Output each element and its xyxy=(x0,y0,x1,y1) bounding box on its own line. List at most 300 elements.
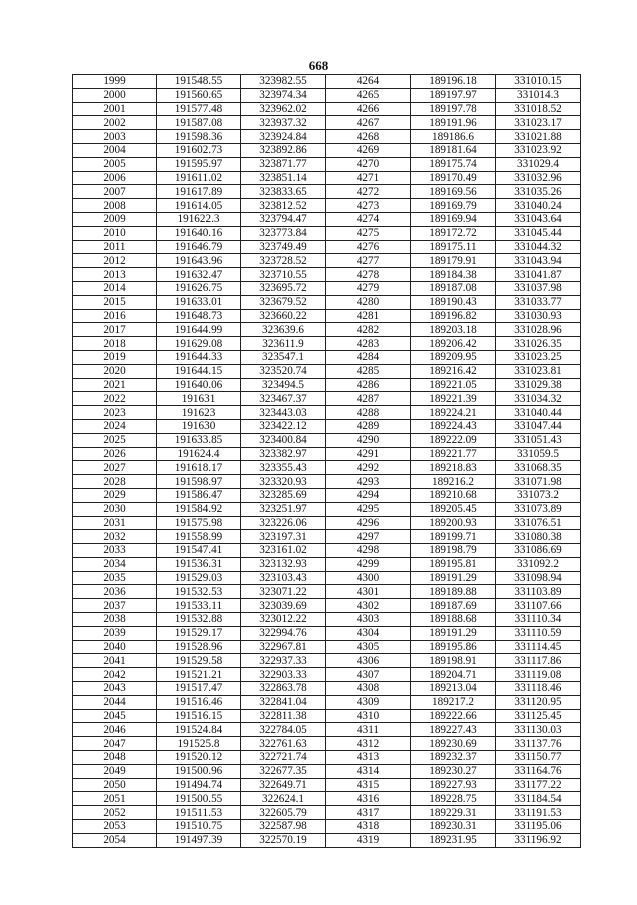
point-id-a-cell: 2043 xyxy=(73,682,157,696)
point-id-a-cell: 2015 xyxy=(73,295,157,309)
x-coordinate-b-cell: 189231.95 xyxy=(411,833,496,847)
y-coordinate-b-cell: 331045.44 xyxy=(496,226,581,240)
table-row xyxy=(73,640,581,654)
y-coordinate-b-cell: 331023.81 xyxy=(496,364,581,378)
point-id-a-cell: 2029 xyxy=(73,488,157,502)
y-coordinate-a-cell: 323728.52 xyxy=(241,254,326,268)
y-coordinate-b-cell: 331035.26 xyxy=(496,185,581,199)
x-coordinate-a-cell: 191598.97 xyxy=(157,475,241,489)
x-coordinate-b-cell: 189169.79 xyxy=(411,199,496,213)
table-row xyxy=(73,626,581,640)
point-id-b-cell: 4283 xyxy=(326,337,411,351)
y-coordinate-a-cell: 322649.71 xyxy=(241,778,326,792)
x-coordinate-a-cell: 191644.33 xyxy=(157,350,241,364)
y-coordinate-a-cell: 323660.22 xyxy=(241,309,326,323)
point-id-b-cell: 4307 xyxy=(326,668,411,682)
x-coordinate-a-cell: 191532.88 xyxy=(157,613,241,627)
table-row xyxy=(73,157,581,171)
point-id-b-cell: 4291 xyxy=(326,447,411,461)
point-id-a-cell: 2050 xyxy=(73,778,157,792)
x-coordinate-b-cell: 189175.74 xyxy=(411,157,496,171)
point-id-a-cell: 2053 xyxy=(73,820,157,834)
y-coordinate-b-cell: 331150.77 xyxy=(496,751,581,765)
point-id-a-cell: 2040 xyxy=(73,640,157,654)
y-coordinate-a-cell: 323679.52 xyxy=(241,295,326,309)
coordinates-table xyxy=(72,74,581,848)
y-coordinate-a-cell: 323812.52 xyxy=(241,199,326,213)
x-coordinate-b-cell: 189191.29 xyxy=(411,571,496,585)
point-id-b-cell: 4299 xyxy=(326,557,411,571)
x-coordinate-b-cell: 189189.88 xyxy=(411,585,496,599)
y-coordinate-b-cell: 331071.98 xyxy=(496,475,581,489)
y-coordinate-b-cell: 331040.44 xyxy=(496,406,581,420)
y-coordinate-a-cell: 323285.69 xyxy=(241,488,326,502)
y-coordinate-a-cell: 323103.43 xyxy=(241,571,326,585)
x-coordinate-b-cell: 189195.81 xyxy=(411,557,496,571)
y-coordinate-a-cell: 323161.02 xyxy=(241,544,326,558)
x-coordinate-a-cell: 191511.53 xyxy=(157,806,241,820)
y-coordinate-b-cell: 331120.95 xyxy=(496,695,581,709)
table-row xyxy=(73,102,581,116)
y-coordinate-a-cell: 322937.33 xyxy=(241,654,326,668)
y-coordinate-a-cell: 322967.81 xyxy=(241,640,326,654)
y-coordinate-b-cell: 331028.96 xyxy=(496,323,581,337)
table-row xyxy=(73,364,581,378)
point-id-a-cell: 2025 xyxy=(73,433,157,447)
point-id-a-cell: 2036 xyxy=(73,585,157,599)
table-row xyxy=(73,516,581,530)
y-coordinate-a-cell: 323132.93 xyxy=(241,557,326,571)
x-coordinate-b-cell: 189200.93 xyxy=(411,516,496,530)
point-id-b-cell: 4267 xyxy=(326,116,411,130)
point-id-b-cell: 4276 xyxy=(326,240,411,254)
y-coordinate-a-cell: 323794.47 xyxy=(241,212,326,226)
y-coordinate-b-cell: 331043.64 xyxy=(496,212,581,226)
table-row xyxy=(73,350,581,364)
y-coordinate-b-cell: 331041.87 xyxy=(496,268,581,282)
x-coordinate-b-cell: 189191.29 xyxy=(411,626,496,640)
y-coordinate-b-cell: 331037.98 xyxy=(496,281,581,295)
x-coordinate-a-cell: 191598.36 xyxy=(157,130,241,144)
y-coordinate-a-cell: 323982.55 xyxy=(241,75,326,89)
x-coordinate-a-cell: 191640.06 xyxy=(157,378,241,392)
x-coordinate-b-cell: 189216.2 xyxy=(411,475,496,489)
point-id-a-cell: 2028 xyxy=(73,475,157,489)
table-row xyxy=(73,709,581,723)
y-coordinate-a-cell: 322605.79 xyxy=(241,806,326,820)
x-coordinate-b-cell: 189196.82 xyxy=(411,309,496,323)
y-coordinate-b-cell: 331043.94 xyxy=(496,254,581,268)
table-row xyxy=(73,88,581,102)
point-id-b-cell: 4270 xyxy=(326,157,411,171)
point-id-a-cell: 2044 xyxy=(73,695,157,709)
point-id-b-cell: 4266 xyxy=(326,102,411,116)
table-row xyxy=(73,820,581,834)
table-row xyxy=(73,212,581,226)
y-coordinate-b-cell: 331021.88 xyxy=(496,130,581,144)
x-coordinate-b-cell: 189191.96 xyxy=(411,116,496,130)
point-id-b-cell: 4277 xyxy=(326,254,411,268)
y-coordinate-b-cell: 331117.86 xyxy=(496,654,581,668)
x-coordinate-a-cell: 191648.73 xyxy=(157,309,241,323)
point-id-a-cell: 2034 xyxy=(73,557,157,571)
y-coordinate-b-cell: 331130.03 xyxy=(496,723,581,737)
y-coordinate-a-cell: 323251.97 xyxy=(241,502,326,516)
point-id-b-cell: 4311 xyxy=(326,723,411,737)
y-coordinate-a-cell: 323937.32 xyxy=(241,116,326,130)
point-id-a-cell: 2045 xyxy=(73,709,157,723)
table-row xyxy=(73,447,581,461)
x-coordinate-a-cell: 191525.8 xyxy=(157,737,241,751)
point-id-a-cell: 2007 xyxy=(73,185,157,199)
point-id-b-cell: 4303 xyxy=(326,613,411,627)
point-id-a-cell: 2048 xyxy=(73,751,157,765)
x-coordinate-b-cell: 189224.43 xyxy=(411,419,496,433)
table-row xyxy=(73,461,581,475)
point-id-b-cell: 4295 xyxy=(326,502,411,516)
table-row xyxy=(73,488,581,502)
x-coordinate-b-cell: 189216.42 xyxy=(411,364,496,378)
y-coordinate-a-cell: 323467.37 xyxy=(241,392,326,406)
point-id-b-cell: 4319 xyxy=(326,833,411,847)
point-id-b-cell: 4282 xyxy=(326,323,411,337)
point-id-b-cell: 4318 xyxy=(326,820,411,834)
table-row xyxy=(73,557,581,571)
y-coordinate-a-cell: 322721.74 xyxy=(241,751,326,765)
point-id-a-cell: 2001 xyxy=(73,102,157,116)
y-coordinate-a-cell: 322994.76 xyxy=(241,626,326,640)
x-coordinate-b-cell: 189221.39 xyxy=(411,392,496,406)
y-coordinate-b-cell: 331029.4 xyxy=(496,157,581,171)
x-coordinate-a-cell: 191646.79 xyxy=(157,240,241,254)
point-id-a-cell: 2031 xyxy=(73,516,157,530)
y-coordinate-b-cell: 331103.89 xyxy=(496,585,581,599)
y-coordinate-a-cell: 322811.38 xyxy=(241,709,326,723)
x-coordinate-a-cell: 191500.55 xyxy=(157,792,241,806)
table-row xyxy=(73,530,581,544)
y-coordinate-b-cell: 331191.53 xyxy=(496,806,581,820)
x-coordinate-b-cell: 189172.72 xyxy=(411,226,496,240)
y-coordinate-a-cell: 322587.98 xyxy=(241,820,326,834)
x-coordinate-b-cell: 189186.6 xyxy=(411,130,496,144)
x-coordinate-a-cell: 191547.41 xyxy=(157,544,241,558)
point-id-a-cell: 2046 xyxy=(73,723,157,737)
x-coordinate-b-cell: 189229.31 xyxy=(411,806,496,820)
y-coordinate-b-cell: 331010.15 xyxy=(496,75,581,89)
table-row xyxy=(73,281,581,295)
y-coordinate-a-cell: 322784.05 xyxy=(241,723,326,737)
table-row xyxy=(73,143,581,157)
point-id-a-cell: 2011 xyxy=(73,240,157,254)
x-coordinate-a-cell: 191632.47 xyxy=(157,268,241,282)
y-coordinate-b-cell: 331023.17 xyxy=(496,116,581,130)
x-coordinate-b-cell: 189198.91 xyxy=(411,654,496,668)
table-row xyxy=(73,599,581,613)
x-coordinate-b-cell: 189213.04 xyxy=(411,682,496,696)
y-coordinate-a-cell: 323871.77 xyxy=(241,157,326,171)
x-coordinate-a-cell: 191643.96 xyxy=(157,254,241,268)
table-row xyxy=(73,723,581,737)
point-id-b-cell: 4286 xyxy=(326,378,411,392)
table-row xyxy=(73,695,581,709)
y-coordinate-b-cell: 331034.32 xyxy=(496,392,581,406)
y-coordinate-a-cell: 322903.33 xyxy=(241,668,326,682)
point-id-a-cell: 2017 xyxy=(73,323,157,337)
point-id-b-cell: 4284 xyxy=(326,350,411,364)
table-row xyxy=(73,502,581,516)
x-coordinate-b-cell: 189197.97 xyxy=(411,88,496,102)
point-id-b-cell: 4300 xyxy=(326,571,411,585)
x-coordinate-b-cell: 189228.75 xyxy=(411,792,496,806)
x-coordinate-a-cell: 191633.85 xyxy=(157,433,241,447)
point-id-b-cell: 4275 xyxy=(326,226,411,240)
y-coordinate-a-cell: 323355.43 xyxy=(241,461,326,475)
y-coordinate-b-cell: 331068.35 xyxy=(496,461,581,475)
point-id-b-cell: 4288 xyxy=(326,406,411,420)
point-id-b-cell: 4265 xyxy=(326,88,411,102)
point-id-b-cell: 4313 xyxy=(326,751,411,765)
y-coordinate-b-cell: 331073.2 xyxy=(496,488,581,502)
point-id-b-cell: 4287 xyxy=(326,392,411,406)
y-coordinate-a-cell: 323749.49 xyxy=(241,240,326,254)
x-coordinate-a-cell: 191640.16 xyxy=(157,226,241,240)
x-coordinate-b-cell: 189170.49 xyxy=(411,171,496,185)
point-id-a-cell: 2041 xyxy=(73,654,157,668)
x-coordinate-a-cell: 191630 xyxy=(157,419,241,433)
y-coordinate-b-cell: 331184.54 xyxy=(496,792,581,806)
point-id-a-cell: 2024 xyxy=(73,419,157,433)
table-row xyxy=(73,116,581,130)
point-id-b-cell: 4290 xyxy=(326,433,411,447)
point-id-b-cell: 4317 xyxy=(326,806,411,820)
x-coordinate-a-cell: 191497.39 xyxy=(157,833,241,847)
x-coordinate-a-cell: 191631 xyxy=(157,392,241,406)
point-id-b-cell: 4292 xyxy=(326,461,411,475)
point-id-a-cell: 2047 xyxy=(73,737,157,751)
x-coordinate-a-cell: 191644.15 xyxy=(157,364,241,378)
y-coordinate-b-cell: 331040.24 xyxy=(496,199,581,213)
x-coordinate-b-cell: 189187.69 xyxy=(411,599,496,613)
y-coordinate-b-cell: 331051.43 xyxy=(496,433,581,447)
x-coordinate-a-cell: 191575.98 xyxy=(157,516,241,530)
x-coordinate-a-cell: 191524.84 xyxy=(157,723,241,737)
point-id-b-cell: 4298 xyxy=(326,544,411,558)
x-coordinate-b-cell: 189230.69 xyxy=(411,737,496,751)
y-coordinate-b-cell: 331023.92 xyxy=(496,143,581,157)
point-id-b-cell: 4314 xyxy=(326,764,411,778)
point-id-b-cell: 4280 xyxy=(326,295,411,309)
x-coordinate-a-cell: 191521.21 xyxy=(157,668,241,682)
point-id-a-cell: 2021 xyxy=(73,378,157,392)
x-coordinate-b-cell: 189188.68 xyxy=(411,613,496,627)
y-coordinate-a-cell: 323974.34 xyxy=(241,88,326,102)
coordinates-table-body xyxy=(73,75,581,848)
x-coordinate-a-cell: 191644.99 xyxy=(157,323,241,337)
y-coordinate-a-cell: 322624.1 xyxy=(241,792,326,806)
table-row xyxy=(73,419,581,433)
table-row xyxy=(73,737,581,751)
point-id-b-cell: 4285 xyxy=(326,364,411,378)
x-coordinate-a-cell: 191622.3 xyxy=(157,212,241,226)
point-id-a-cell: 2033 xyxy=(73,544,157,558)
y-coordinate-a-cell: 323197.31 xyxy=(241,530,326,544)
y-coordinate-a-cell: 323012.22 xyxy=(241,613,326,627)
point-id-a-cell: 2018 xyxy=(73,337,157,351)
y-coordinate-a-cell: 323851.14 xyxy=(241,171,326,185)
x-coordinate-a-cell: 191510.75 xyxy=(157,820,241,834)
y-coordinate-a-cell: 323039.69 xyxy=(241,599,326,613)
y-coordinate-a-cell: 323611.9 xyxy=(241,337,326,351)
x-coordinate-b-cell: 189205.45 xyxy=(411,502,496,516)
point-id-a-cell: 2039 xyxy=(73,626,157,640)
x-coordinate-a-cell: 191529.03 xyxy=(157,571,241,585)
y-coordinate-b-cell: 331076.51 xyxy=(496,516,581,530)
point-id-a-cell: 2016 xyxy=(73,309,157,323)
x-coordinate-b-cell: 189232.37 xyxy=(411,751,496,765)
x-coordinate-b-cell: 189181.64 xyxy=(411,143,496,157)
point-id-b-cell: 4312 xyxy=(326,737,411,751)
y-coordinate-b-cell: 331033.77 xyxy=(496,295,581,309)
x-coordinate-b-cell: 189222.66 xyxy=(411,709,496,723)
point-id-b-cell: 4293 xyxy=(326,475,411,489)
y-coordinate-b-cell: 331030.93 xyxy=(496,309,581,323)
point-id-b-cell: 4274 xyxy=(326,212,411,226)
x-coordinate-b-cell: 189218.83 xyxy=(411,461,496,475)
point-id-b-cell: 4273 xyxy=(326,199,411,213)
table-row xyxy=(73,295,581,309)
x-coordinate-b-cell: 189222.09 xyxy=(411,433,496,447)
x-coordinate-b-cell: 189169.56 xyxy=(411,185,496,199)
point-id-a-cell: 2023 xyxy=(73,406,157,420)
x-coordinate-a-cell: 191633.01 xyxy=(157,295,241,309)
point-id-a-cell: 2026 xyxy=(73,447,157,461)
table-row xyxy=(73,406,581,420)
x-coordinate-b-cell: 189209.95 xyxy=(411,350,496,364)
y-coordinate-b-cell: 331107.66 xyxy=(496,599,581,613)
x-coordinate-b-cell: 189224.21 xyxy=(411,406,496,420)
table-row xyxy=(73,668,581,682)
x-coordinate-b-cell: 189217.2 xyxy=(411,695,496,709)
y-coordinate-b-cell: 331114.45 xyxy=(496,640,581,654)
x-coordinate-a-cell: 191533.11 xyxy=(157,599,241,613)
x-coordinate-a-cell: 191516.15 xyxy=(157,709,241,723)
y-coordinate-b-cell: 331110.34 xyxy=(496,613,581,627)
point-id-a-cell: 2019 xyxy=(73,350,157,364)
x-coordinate-b-cell: 189227.93 xyxy=(411,778,496,792)
y-coordinate-b-cell: 331177.22 xyxy=(496,778,581,792)
point-id-b-cell: 4271 xyxy=(326,171,411,185)
x-coordinate-a-cell: 191528.96 xyxy=(157,640,241,654)
y-coordinate-b-cell: 331125.45 xyxy=(496,709,581,723)
table-row xyxy=(73,682,581,696)
y-coordinate-b-cell: 331118.46 xyxy=(496,682,581,696)
y-coordinate-a-cell: 323226.06 xyxy=(241,516,326,530)
y-coordinate-a-cell: 322863.78 xyxy=(241,682,326,696)
point-id-b-cell: 4278 xyxy=(326,268,411,282)
point-id-a-cell: 2008 xyxy=(73,199,157,213)
x-coordinate-a-cell: 191532.53 xyxy=(157,585,241,599)
y-coordinate-a-cell: 323892.86 xyxy=(241,143,326,157)
point-id-a-cell: 2002 xyxy=(73,116,157,130)
x-coordinate-b-cell: 189199.71 xyxy=(411,530,496,544)
table-row xyxy=(73,378,581,392)
y-coordinate-a-cell: 323071.22 xyxy=(241,585,326,599)
point-id-b-cell: 4302 xyxy=(326,599,411,613)
point-id-b-cell: 4272 xyxy=(326,185,411,199)
x-coordinate-b-cell: 189221.77 xyxy=(411,447,496,461)
x-coordinate-b-cell: 189187.08 xyxy=(411,281,496,295)
x-coordinate-a-cell: 191500.96 xyxy=(157,764,241,778)
point-id-a-cell: 2032 xyxy=(73,530,157,544)
y-coordinate-b-cell: 331023.25 xyxy=(496,350,581,364)
y-coordinate-a-cell: 323773.84 xyxy=(241,226,326,240)
x-coordinate-a-cell: 191517.47 xyxy=(157,682,241,696)
point-id-a-cell: 2037 xyxy=(73,599,157,613)
table-row xyxy=(73,199,581,213)
point-id-a-cell: 1999 xyxy=(73,75,157,89)
point-id-b-cell: 4316 xyxy=(326,792,411,806)
table-row xyxy=(73,323,581,337)
point-id-b-cell: 4315 xyxy=(326,778,411,792)
y-coordinate-b-cell: 331119.08 xyxy=(496,668,581,682)
point-id-a-cell: 2005 xyxy=(73,157,157,171)
table-row xyxy=(73,75,581,89)
table-row xyxy=(73,806,581,820)
y-coordinate-a-cell: 323639.6 xyxy=(241,323,326,337)
point-id-b-cell: 4294 xyxy=(326,488,411,502)
point-id-b-cell: 4279 xyxy=(326,281,411,295)
y-coordinate-b-cell: 331073.89 xyxy=(496,502,581,516)
x-coordinate-b-cell: 189179.91 xyxy=(411,254,496,268)
y-coordinate-b-cell: 331044.32 xyxy=(496,240,581,254)
x-coordinate-b-cell: 189190.43 xyxy=(411,295,496,309)
x-coordinate-b-cell: 189196.18 xyxy=(411,75,496,89)
point-id-a-cell: 2042 xyxy=(73,668,157,682)
point-id-a-cell: 2020 xyxy=(73,364,157,378)
y-coordinate-b-cell: 331086.69 xyxy=(496,544,581,558)
point-id-b-cell: 4289 xyxy=(326,419,411,433)
y-coordinate-b-cell: 331098.94 xyxy=(496,571,581,585)
y-coordinate-a-cell: 323924.84 xyxy=(241,130,326,144)
x-coordinate-b-cell: 189204.71 xyxy=(411,668,496,682)
table-row xyxy=(73,764,581,778)
table-row xyxy=(73,792,581,806)
point-id-a-cell: 2049 xyxy=(73,764,157,778)
x-coordinate-b-cell: 189210.68 xyxy=(411,488,496,502)
table-row xyxy=(73,544,581,558)
y-coordinate-b-cell: 331195.06 xyxy=(496,820,581,834)
x-coordinate-a-cell: 191611.02 xyxy=(157,171,241,185)
table-row xyxy=(73,309,581,323)
table-row xyxy=(73,585,581,599)
y-coordinate-a-cell: 323382.97 xyxy=(241,447,326,461)
point-id-a-cell: 2038 xyxy=(73,613,157,627)
y-coordinate-b-cell: 331014.3 xyxy=(496,88,581,102)
x-coordinate-a-cell: 191560.65 xyxy=(157,88,241,102)
point-id-b-cell: 4269 xyxy=(326,143,411,157)
x-coordinate-b-cell: 189203.18 xyxy=(411,323,496,337)
y-coordinate-b-cell: 331080.38 xyxy=(496,530,581,544)
y-coordinate-b-cell: 331032.96 xyxy=(496,171,581,185)
point-id-a-cell: 2027 xyxy=(73,461,157,475)
point-id-b-cell: 4264 xyxy=(326,75,411,89)
point-id-b-cell: 4281 xyxy=(326,309,411,323)
x-coordinate-a-cell: 191614.05 xyxy=(157,199,241,213)
x-coordinate-b-cell: 189221.05 xyxy=(411,378,496,392)
point-id-b-cell: 4268 xyxy=(326,130,411,144)
x-coordinate-a-cell: 191624.4 xyxy=(157,447,241,461)
x-coordinate-a-cell: 191520.12 xyxy=(157,751,241,765)
